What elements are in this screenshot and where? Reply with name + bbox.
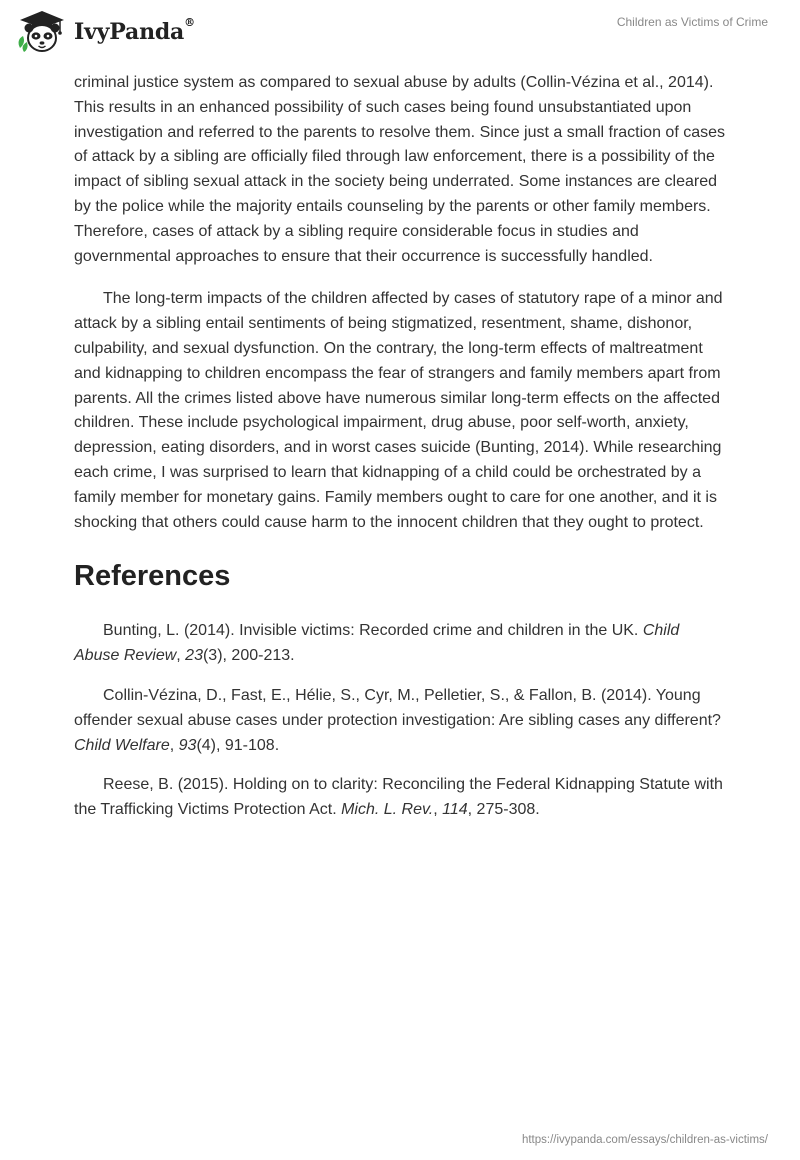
reference-item: Bunting, L. (2014). Invisible victims: Recorded crime and children in the UK. Child Abuse Review, 23(3), 200-213. xyxy=(74,622,680,665)
body-paragraph: The long-term impacts of the children affected by cases of statutory rape of a minor and attack by a sibling entail sentiments of being stigmatized, resentment, shame, dishonor, culpability, and sexual dysfunction. On the contrary, the long-term effects of maltreatment and kidnapping to children encompass the fear of strangers and family members apart from parents. All the crimes listed above have numerous similar long-term effects on the affected children. These include psychological impairment, drug abuse, poor self-worth, anxiety, depression, eating disorders, and in worst cases suicide (Bunting, 2014). While researching each crime, I was surprised to learn that kidnapping of a child could be orchestrated by a family member for monetary gains. Family members ought to care for one another, and it is shocking that others could cause harm to the innocent children that they ought to protect. xyxy=(74,290,723,531)
reference-item: Collin-Vézina, D., Fast, E., Hélie, S., Cyr, M., Pelletier, S., & Fallon, B. (2014). Young offender sexual abuse cases under protection investigation: Are sibling cases any different? Child Welfare, 93(4), 91-108. xyxy=(74,686,721,754)
brand-name: IvyPanda® xyxy=(74,16,195,45)
panda-graduate-icon xyxy=(14,8,70,56)
references-heading: References xyxy=(74,560,231,593)
page-header xyxy=(0,0,800,62)
source-url-link[interactable]: https://ivypanda.com/essays/children-as-victims/ xyxy=(521,1134,768,1146)
document-body xyxy=(74,71,726,838)
reference-item: Reese, B. (2015). Holding on to clarity: Reconciling the Federal Kidnapping Statute with the Trafficking Victims Protection Act. Mich. L. Rev., 114, 275-308. xyxy=(74,776,723,819)
brand-logo[interactable] xyxy=(14,8,195,56)
body-paragraph: criminal justice system as compared to sexual abuse by adults (Collin-Vézina et al., 2014). This results in an enhanced possibility of such cases being found unsubstantiated upon investigation and referred to the parents to resolve them. Since just a small fraction of cases of attack by a sibling are officially filed through law enforcement, there is a possibility of the impact of sibling sexual attack in the society being underrated. Some instances are cleared by the police while the majority entails counseling by the parents or other family members. Therefore, cases of attack by a sibling require considerable focus in studies and governmental approaches to ensure that their occurrence is successfully handled. xyxy=(74,74,725,265)
document-title: Children as Victims of Crime xyxy=(616,15,768,29)
